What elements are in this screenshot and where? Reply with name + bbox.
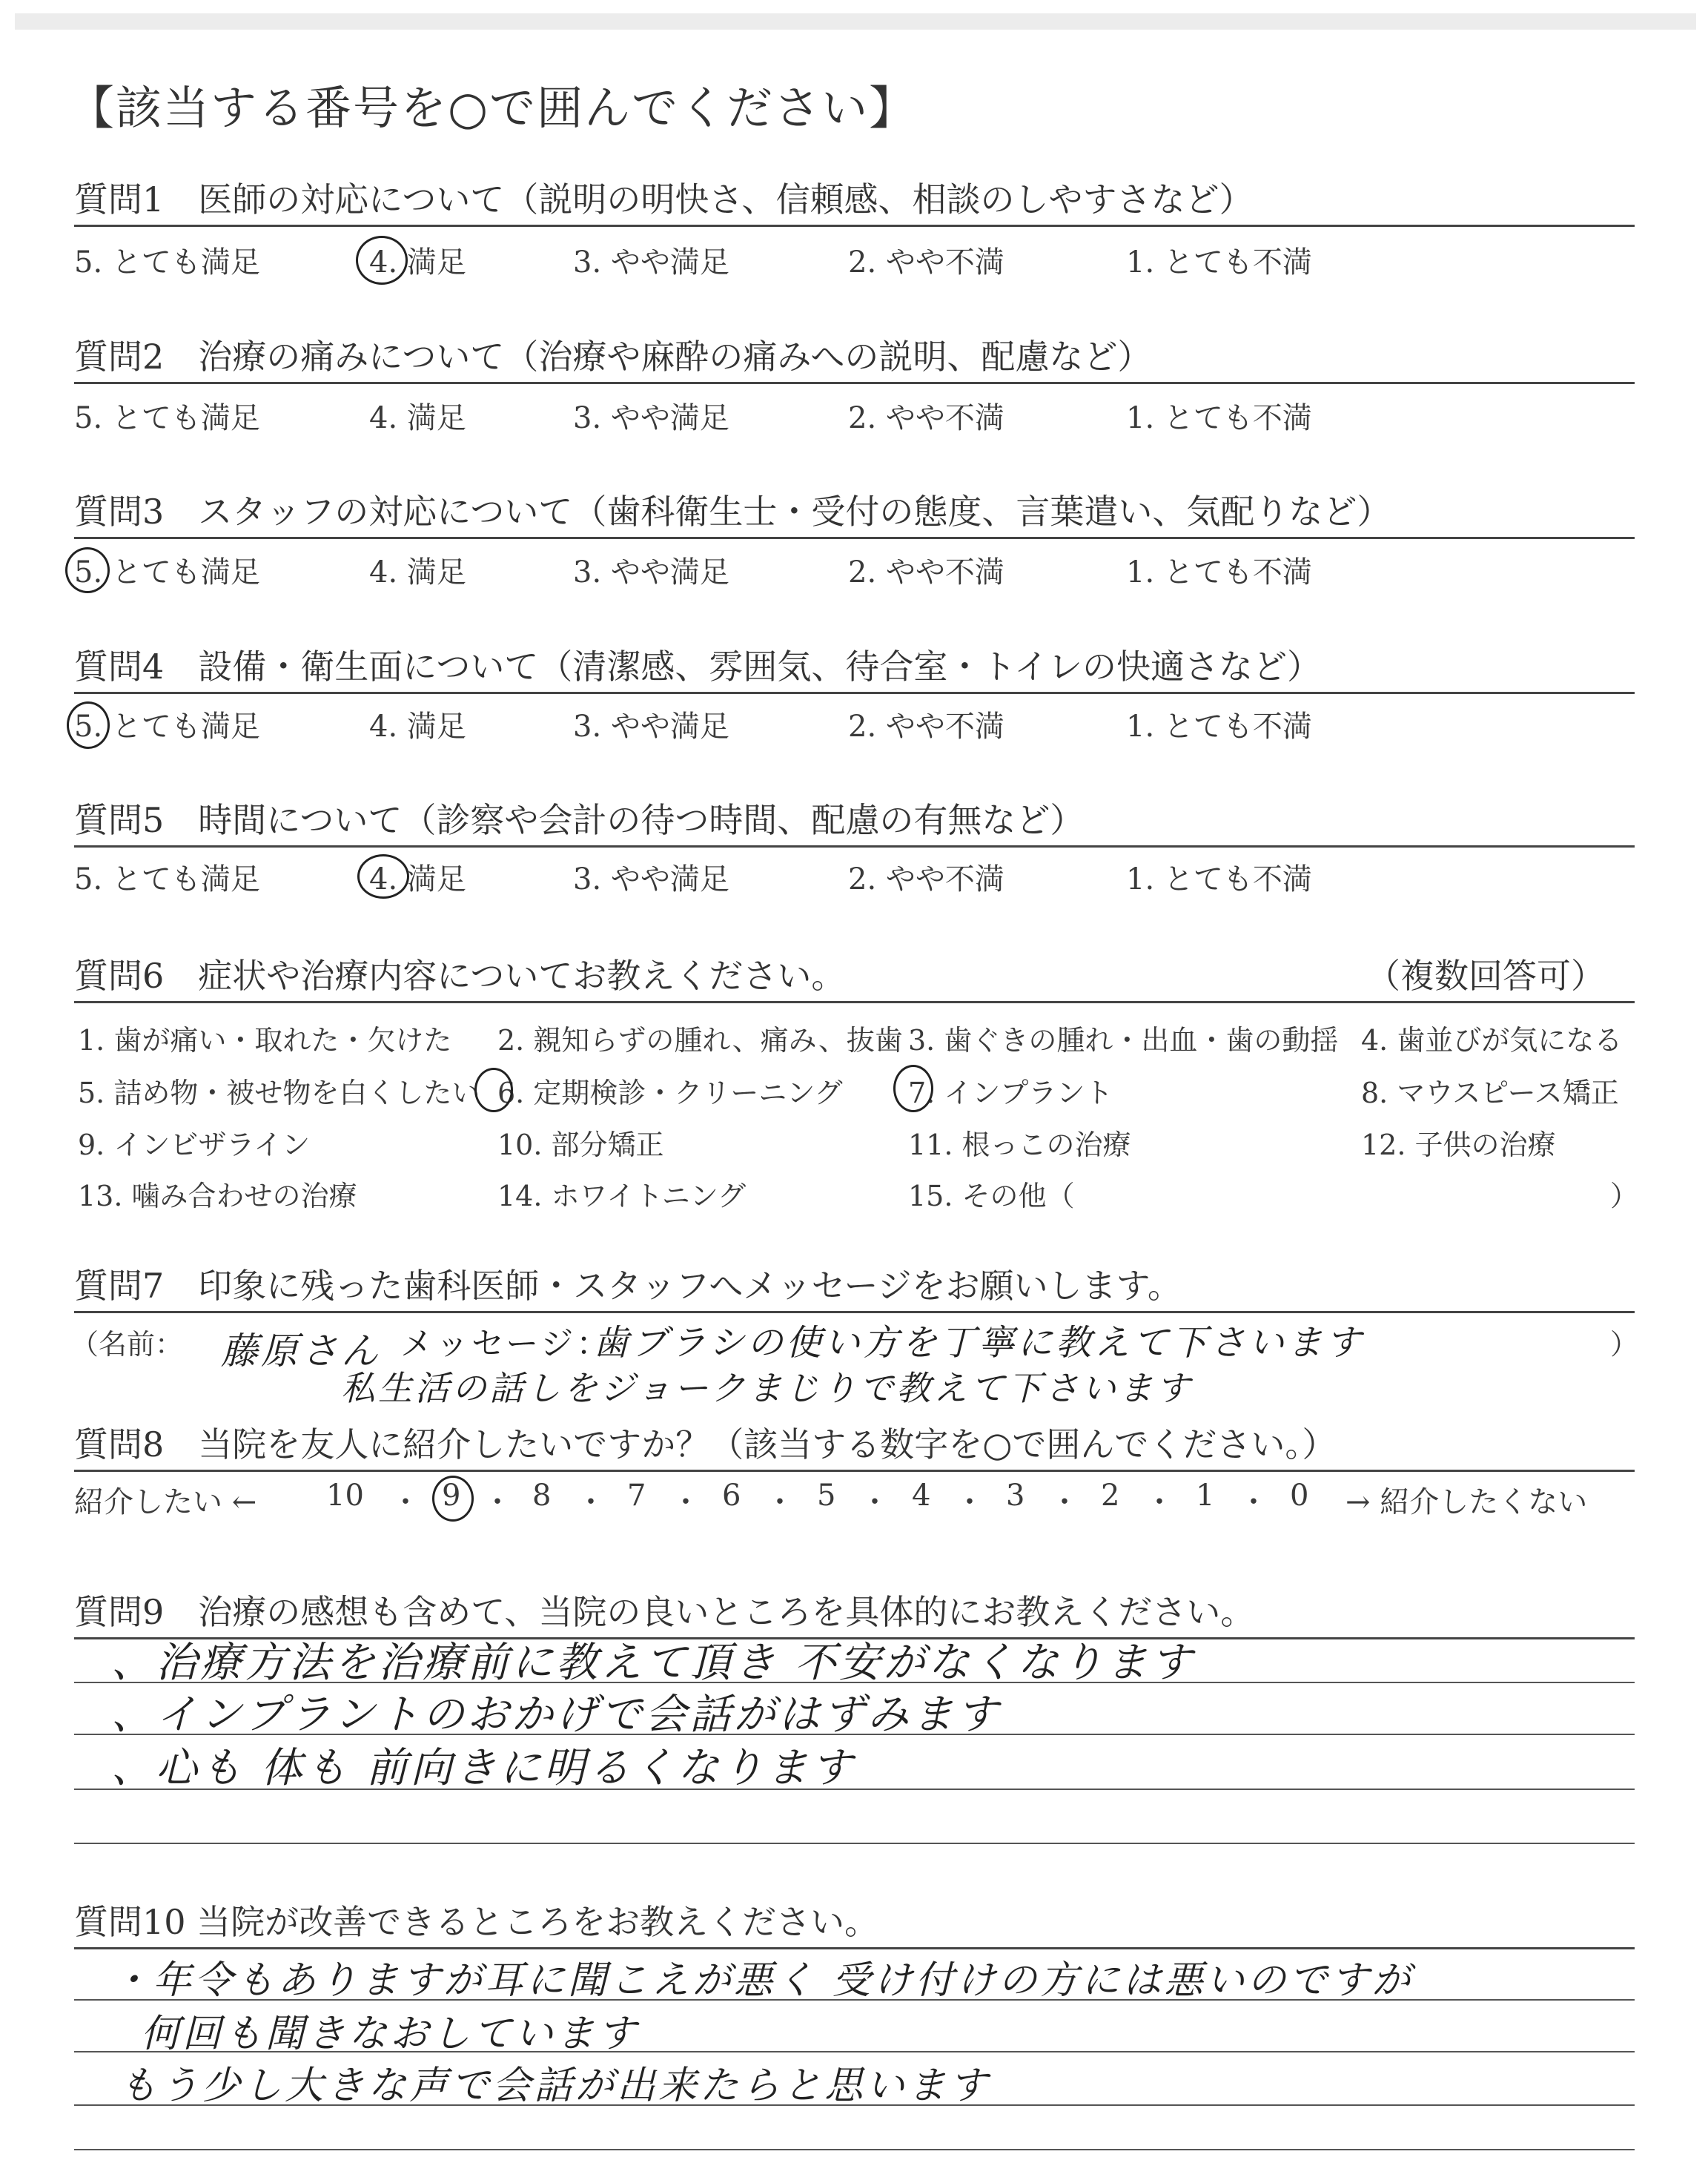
q6-item-1[interactable]: 1. 歯が痛い・取れた・欠けた bbox=[78, 1024, 452, 1057]
q9-title: 質問9 治療の感想も含めて、当院の良いところを具体的にお教えください。 bbox=[74, 1592, 1255, 1632]
q8-rule bbox=[74, 1470, 1635, 1472]
q6-selected-circle-6 bbox=[474, 1068, 513, 1112]
q8-value-9[interactable]: 9 bbox=[442, 1479, 461, 1513]
q8-value-3[interactable]: 3 bbox=[1006, 1479, 1025, 1513]
q1-selected-circle bbox=[356, 236, 408, 285]
q10-answer-line-3: もう少し大きな声で会話が出来たらと思います bbox=[119, 2064, 991, 2108]
scan-top-edge bbox=[15, 13, 1696, 30]
q7-message-label: メッセージ： bbox=[400, 1325, 612, 1363]
q3-selected-circle bbox=[65, 547, 110, 593]
q7-rule bbox=[74, 1311, 1635, 1313]
q4-option-1[interactable]: 1. とても不満 bbox=[1126, 710, 1312, 744]
q8-value-5[interactable]: 5 bbox=[817, 1479, 836, 1513]
q1-option-4[interactable]: 4. 満足 bbox=[369, 245, 466, 280]
q6-item-8[interactable]: 8. マウスピース矯正 bbox=[1361, 1077, 1619, 1109]
q4-option-2[interactable]: 2. やや不満 bbox=[848, 710, 1004, 744]
q8-value-0[interactable]: 0 bbox=[1290, 1479, 1309, 1513]
q6-item-10[interactable]: 10. 部分矯正 bbox=[497, 1129, 664, 1161]
q6-item-9[interactable]: 9. インビザライン bbox=[78, 1129, 311, 1161]
q8-value-6[interactable]: 6 bbox=[722, 1479, 741, 1513]
q1-option-2[interactable]: 2. やや不満 bbox=[848, 245, 1004, 280]
q8-separator: ・ bbox=[671, 1485, 701, 1519]
q7-close-paren: ） bbox=[1610, 1328, 1639, 1361]
q8-right-label: → 紹介したくない bbox=[1345, 1485, 1588, 1519]
q3-option-4[interactable]: 4. 満足 bbox=[369, 555, 466, 589]
q6-item-12[interactable]: 12. 子供の治療 bbox=[1361, 1129, 1556, 1161]
q9-answer-line-1: 、治療方法を治療前に教えて頂き 不安がなくなります bbox=[111, 1639, 1195, 1687]
q10-answer-line bbox=[74, 2149, 1635, 2150]
q5-option-1[interactable]: 1. とても不満 bbox=[1126, 862, 1312, 896]
q8-value-1[interactable]: 1 bbox=[1196, 1479, 1215, 1513]
page-heading: 【該当する番号を○で囲んでください】 bbox=[68, 81, 917, 135]
q5-option-5[interactable]: 5. とても満足 bbox=[74, 862, 260, 896]
q4-option-3[interactable]: 3. やや満足 bbox=[573, 710, 729, 744]
q5-title: 質問5 時間について（診察や会計の待つ時間、配慮の有無など） bbox=[74, 800, 1085, 840]
q6-item-4[interactable]: 4. 歯並びが気になる bbox=[1361, 1024, 1623, 1057]
q2-option-4[interactable]: 4. 満足 bbox=[369, 401, 466, 435]
q5-option-3[interactable]: 3. やや満足 bbox=[573, 862, 729, 896]
q8-separator: ・ bbox=[1239, 1485, 1268, 1519]
q5-option-2[interactable]: 2. やや不満 bbox=[848, 862, 1004, 896]
q7-message-line-2: 私生活の話しをジョークまじりで教えて下さいます bbox=[341, 1368, 1194, 1408]
q9-answer-line-2: 、インプラントのおかげで会話がはずみます bbox=[111, 1691, 1001, 1739]
q5-option-4[interactable]: 4. 満足 bbox=[369, 862, 466, 896]
q8-value-10[interactable]: 10 bbox=[326, 1479, 364, 1513]
q1-option-1[interactable]: 1. とても不満 bbox=[1126, 245, 1312, 280]
q4-title: 質問4 設備・衛生面について（清潔感、雰囲気、待合室・トイレの快適さなど） bbox=[74, 647, 1322, 687]
q6-item-2[interactable]: 2. 親知らずの腫れ、痛み、抜歯 bbox=[497, 1024, 903, 1057]
q6-note: （複数回答可） bbox=[1366, 956, 1605, 996]
q1-option-3[interactable]: 3. やや満足 bbox=[573, 245, 729, 280]
q8-value-4[interactable]: 4 bbox=[912, 1479, 931, 1513]
q3-rule bbox=[74, 537, 1635, 539]
q1-rule bbox=[74, 225, 1635, 227]
q2-title: 質問2 治療の痛みについて（治療や麻酔の痛みへの説明、配慮など） bbox=[74, 337, 1152, 377]
q2-option-1[interactable]: 1. とても不満 bbox=[1126, 401, 1312, 435]
q7-name-label: （名前： bbox=[70, 1328, 184, 1361]
q6-item-13[interactable]: 13. 噛み合わせの治療 bbox=[78, 1180, 357, 1212]
q8-selected-circle bbox=[432, 1476, 474, 1522]
q4-rule bbox=[74, 692, 1635, 694]
q3-option-2[interactable]: 2. やや不満 bbox=[848, 555, 1004, 589]
q10-answer-line-1: ・年令もありますが耳に聞こえが悪く 受け付けの方には悪いのですが bbox=[111, 1958, 1414, 2003]
q3-title: 質問3 スタッフの対応について（歯科衛生士・受付の態度、言葉遣い、気配りなど） bbox=[74, 492, 1391, 532]
q6-item-5[interactable]: 5. 詰め物・被せ物を白くしたい bbox=[78, 1077, 480, 1109]
q5-rule bbox=[74, 845, 1635, 848]
q1-title: 質問1 医師の対応について（説明の明快さ、信頼感、相談のしやすさなど） bbox=[74, 179, 1254, 219]
q8-value-7[interactable]: 7 bbox=[627, 1479, 646, 1513]
q4-option-4[interactable]: 4. 満足 bbox=[369, 710, 466, 744]
q10-answer-line-2: 何回も聞きなおしています bbox=[141, 2012, 640, 2056]
q2-option-3[interactable]: 3. やや満足 bbox=[573, 401, 729, 435]
q8-value-8[interactable]: 8 bbox=[532, 1479, 552, 1513]
q1-option-5[interactable]: 5. とても満足 bbox=[74, 245, 260, 280]
q8-separator: ・ bbox=[955, 1485, 984, 1519]
q8-separator: ・ bbox=[391, 1485, 420, 1519]
q8-separator: ・ bbox=[483, 1485, 512, 1519]
q8-separator: ・ bbox=[765, 1485, 795, 1519]
q7-message-line-1: 歯ブラシの使い方を丁寧に教えて下さいます bbox=[593, 1322, 1365, 1364]
q2-option-2[interactable]: 2. やや不満 bbox=[848, 401, 1004, 435]
q3-option-1[interactable]: 1. とても不満 bbox=[1126, 555, 1312, 589]
q10-title: 質問10 当院が改善できるところをお教えください。 bbox=[74, 1902, 879, 1942]
q8-value-2[interactable]: 2 bbox=[1101, 1479, 1120, 1513]
q8-title: 質問8 当院を友人に紹介したいですか？（該当する数字を○で囲んでください。） bbox=[74, 1424, 1337, 1464]
q9-answer-line-3: 、心も 体も 前向きに明るくなります bbox=[111, 1744, 855, 1792]
q9-answer-line bbox=[74, 1843, 1635, 1844]
q8-separator: ・ bbox=[576, 1485, 606, 1519]
q6-item-15[interactable]: 15. その他（ bbox=[908, 1180, 1075, 1212]
q6-rule bbox=[74, 1001, 1635, 1003]
q6-item-7[interactable]: 7. インプラント bbox=[908, 1077, 1113, 1109]
q3-option-5[interactable]: 5. とても満足 bbox=[74, 555, 260, 589]
q6-selected-circle-7 bbox=[893, 1065, 933, 1112]
q6-item-6[interactable]: 6. 定期検診・クリーニング bbox=[497, 1077, 843, 1109]
q4-selected-circle bbox=[67, 701, 110, 749]
q6-item-14[interactable]: 14. ホワイトニング bbox=[497, 1180, 747, 1212]
q8-separator: ・ bbox=[860, 1485, 890, 1519]
q4-option-5[interactable]: 5. とても満足 bbox=[74, 710, 260, 744]
q8-separator: ・ bbox=[1050, 1485, 1079, 1519]
q3-option-3[interactable]: 3. やや満足 bbox=[573, 555, 729, 589]
q8-separator: ・ bbox=[1145, 1485, 1174, 1519]
q6-other-close-paren: ） bbox=[1610, 1180, 1639, 1212]
q2-option-5[interactable]: 5. とても満足 bbox=[74, 401, 260, 435]
q6-item-3[interactable]: 3. 歯ぐきの腫れ・出血・歯の動揺 bbox=[908, 1024, 1339, 1057]
q2-rule bbox=[74, 382, 1635, 384]
q6-item-11[interactable]: 11. 根っこの治療 bbox=[908, 1129, 1131, 1161]
q5-selected-circle bbox=[357, 854, 409, 899]
q7-title: 質問7 印象に残った歯科医師・スタッフへメッセージをお願いします。 bbox=[74, 1266, 1182, 1306]
q8-left-label: 紹介したい ← bbox=[74, 1485, 257, 1519]
q6-title: 質問6 症状や治療内容についてお教えください。 bbox=[74, 956, 846, 996]
q7-handwritten-name: 藤原さん bbox=[221, 1330, 381, 1373]
